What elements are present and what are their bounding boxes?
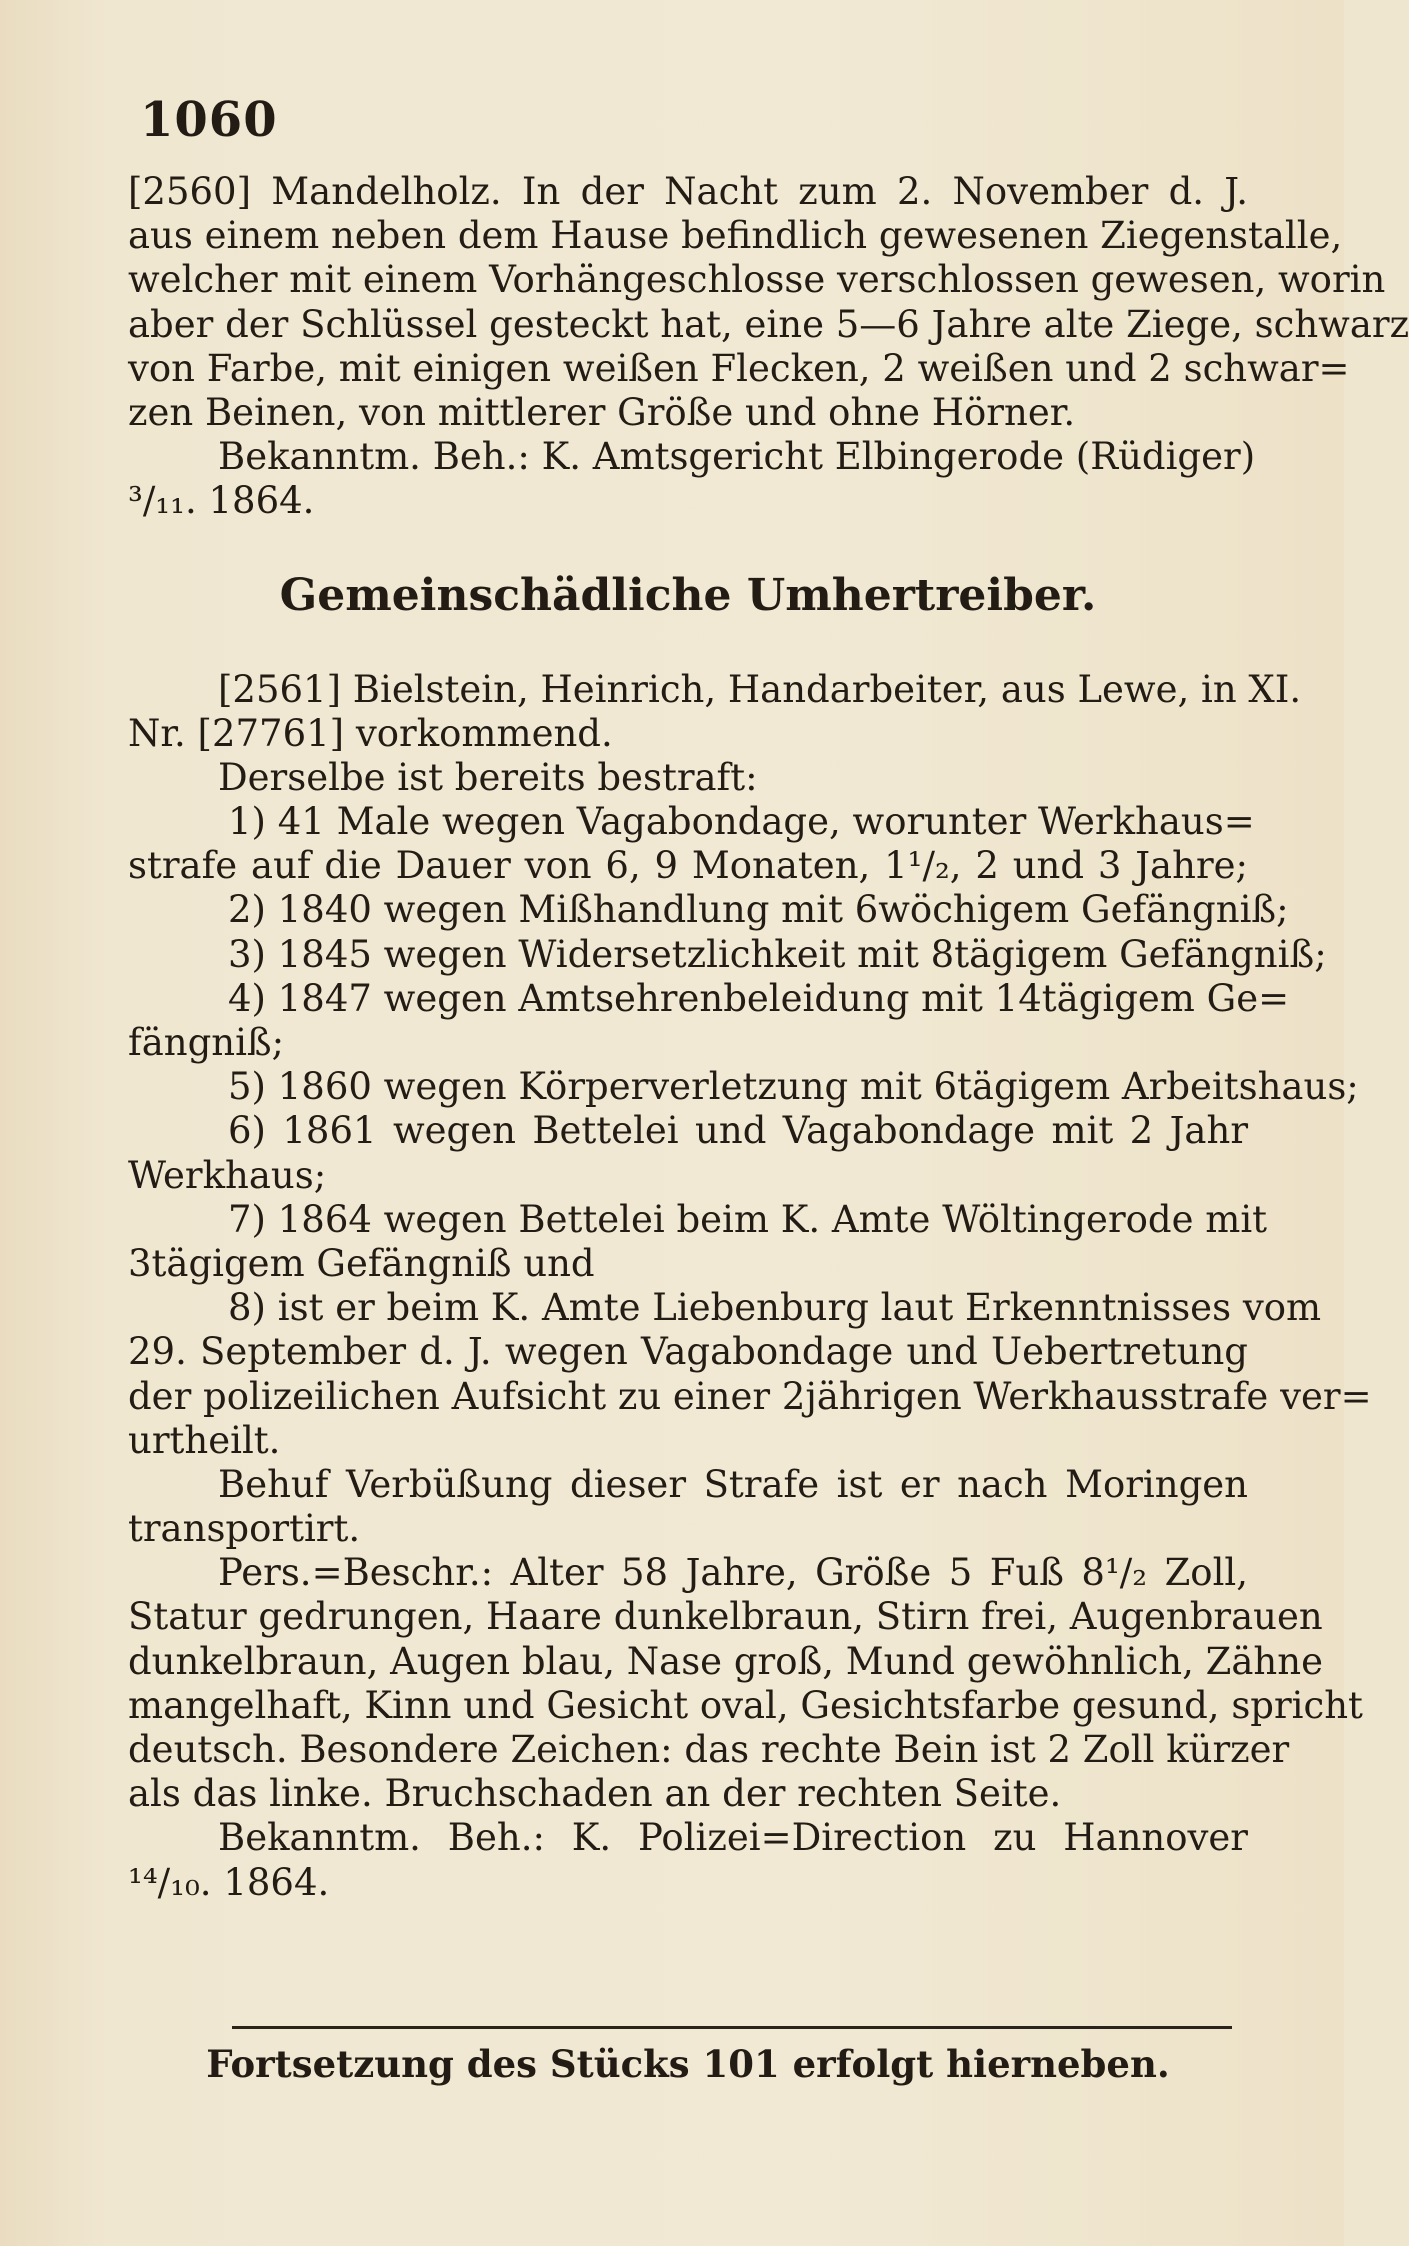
entry-line: 2) 1840 wegen Mißhandlung mit 6wöchigem Gefängniß; <box>228 888 1289 932</box>
entry-line: zen Beinen, von mittlerer Größe und ohne Hörner. <box>128 390 1076 434</box>
entry-line: als das linke. Bruchschaden an der rechten Seite. <box>128 1772 1062 1816</box>
entry-line: 3tägigem Gefängniß und <box>128 1241 595 1285</box>
page-body <box>128 170 1409 1905</box>
continuation-note: Fortsetzung des Stücks 101 erfolgt hierneben. <box>206 2042 1170 2086</box>
entry-line: aus einem neben dem Hause befindlich gewesenen Ziegenstalle, <box>128 214 1343 258</box>
entry-line: aber der Schlüssel gesteckt hat, eine 5—6 Jahre alte Ziege, schwarz <box>128 302 1409 346</box>
entry-line: Bekanntm. Beh.: K. Polizei=Direction zu Hannover <box>218 1816 1248 1860</box>
entry-line: dunkelbraun, Augen blau, Nase groß, Mund gewöhnlich, Zähne <box>128 1639 1323 1683</box>
footer-divider <box>232 2026 1232 2029</box>
entry-line: 7) 1864 wegen Bettelei beim K. Amte Wöltingerode mit <box>228 1197 1268 1241</box>
entry-line: 3) 1845 wegen Widersetzlichkeit mit 8tägigem Gefängniß; <box>228 932 1327 976</box>
entry-line: urtheilt. <box>128 1418 281 1462</box>
entry-line: mangelhaft, Kinn und Gesicht oval, Gesichtsfarbe gesund, spricht <box>128 1683 1363 1727</box>
entry-date: ³/₁₁. 1864. <box>128 479 315 523</box>
entry-line: [2561] Bielstein, Heinrich, Handarbeiter, aus Lewe, in XI. <box>218 667 1302 711</box>
entry-line: transportirt. <box>128 1507 361 1551</box>
entry-line: fängniß; <box>128 1021 285 1064</box>
entry-2560 <box>128 170 1409 524</box>
entry-line: Bekanntm. Beh.: K. Amtsgericht Elbingerode (Rüdiger) <box>218 435 1256 479</box>
entry-line: der polizeilichen Aufsicht zu einer 2jährigen Werkhausstrafe ver= <box>128 1374 1372 1418</box>
entry-line: 4) 1847 wegen Amtsehrenbeleidung mit 14tägigem Ge= <box>228 976 1290 1020</box>
entry-line: Behuf Verbüßung dieser Strafe ist er nach Moringen <box>218 1462 1248 1506</box>
entry-line: welcher mit einem Vorhängeschlosse verschlossen gewesen, worin <box>128 258 1386 302</box>
entry-line: strafe auf die Dauer von 6, 9 Monaten, 1¹/₂, 2 und 3 Jahre; <box>128 844 1248 888</box>
entry-line: Derselbe ist bereits bestraft: <box>218 755 758 799</box>
entry-line: von Farbe, mit einigen weißen Flecken, 2 weißen und 2 schwar= <box>128 346 1350 390</box>
entry-line: Statur gedrungen, Haare dunkelbraun, Stirn frei, Augenbrauen <box>128 1595 1323 1639</box>
page-number: 1060 <box>140 92 278 148</box>
entry-line: [2560] Mandelholz. In der Nacht zum 2. November d. J. <box>128 170 1248 213</box>
entry-line: 6) 1861 wegen Bettelei und Vagabondage mit 2 Jahr <box>228 1109 1248 1153</box>
entry-line: 29. September d. J. wegen Vagabondage und Uebertretung <box>128 1330 1248 1374</box>
entry-line: Nr. [27761] vorkommend. <box>128 711 613 755</box>
entry-line: 8) ist er beim K. Amte Liebenburg laut Erkenntnisses vom <box>228 1286 1322 1330</box>
entry-line: 5) 1860 wegen Körperverletzung mit 6tägigem Arbeitshaus; <box>228 1065 1359 1109</box>
entry-date: ¹⁴/₁₀. 1864. <box>128 1860 330 1904</box>
entry-line: 1) 41 Male wegen Vagabondage, worunter Werkhaus= <box>228 800 1255 844</box>
entry-line: deutsch. Besondere Zeichen: das rechte Bein ist 2 Zoll kürzer <box>128 1728 1290 1771</box>
entry-line: Pers.=Beschr.: Alter 58 Jahre, Größe 5 Fuß 8¹/₂ Zoll, <box>218 1551 1248 1595</box>
entry-2561 <box>128 667 1372 1905</box>
entry-line: Werkhaus; <box>128 1153 327 1197</box>
section-heading: Gemeinschädliche Umhertreiber. <box>279 569 1097 621</box>
